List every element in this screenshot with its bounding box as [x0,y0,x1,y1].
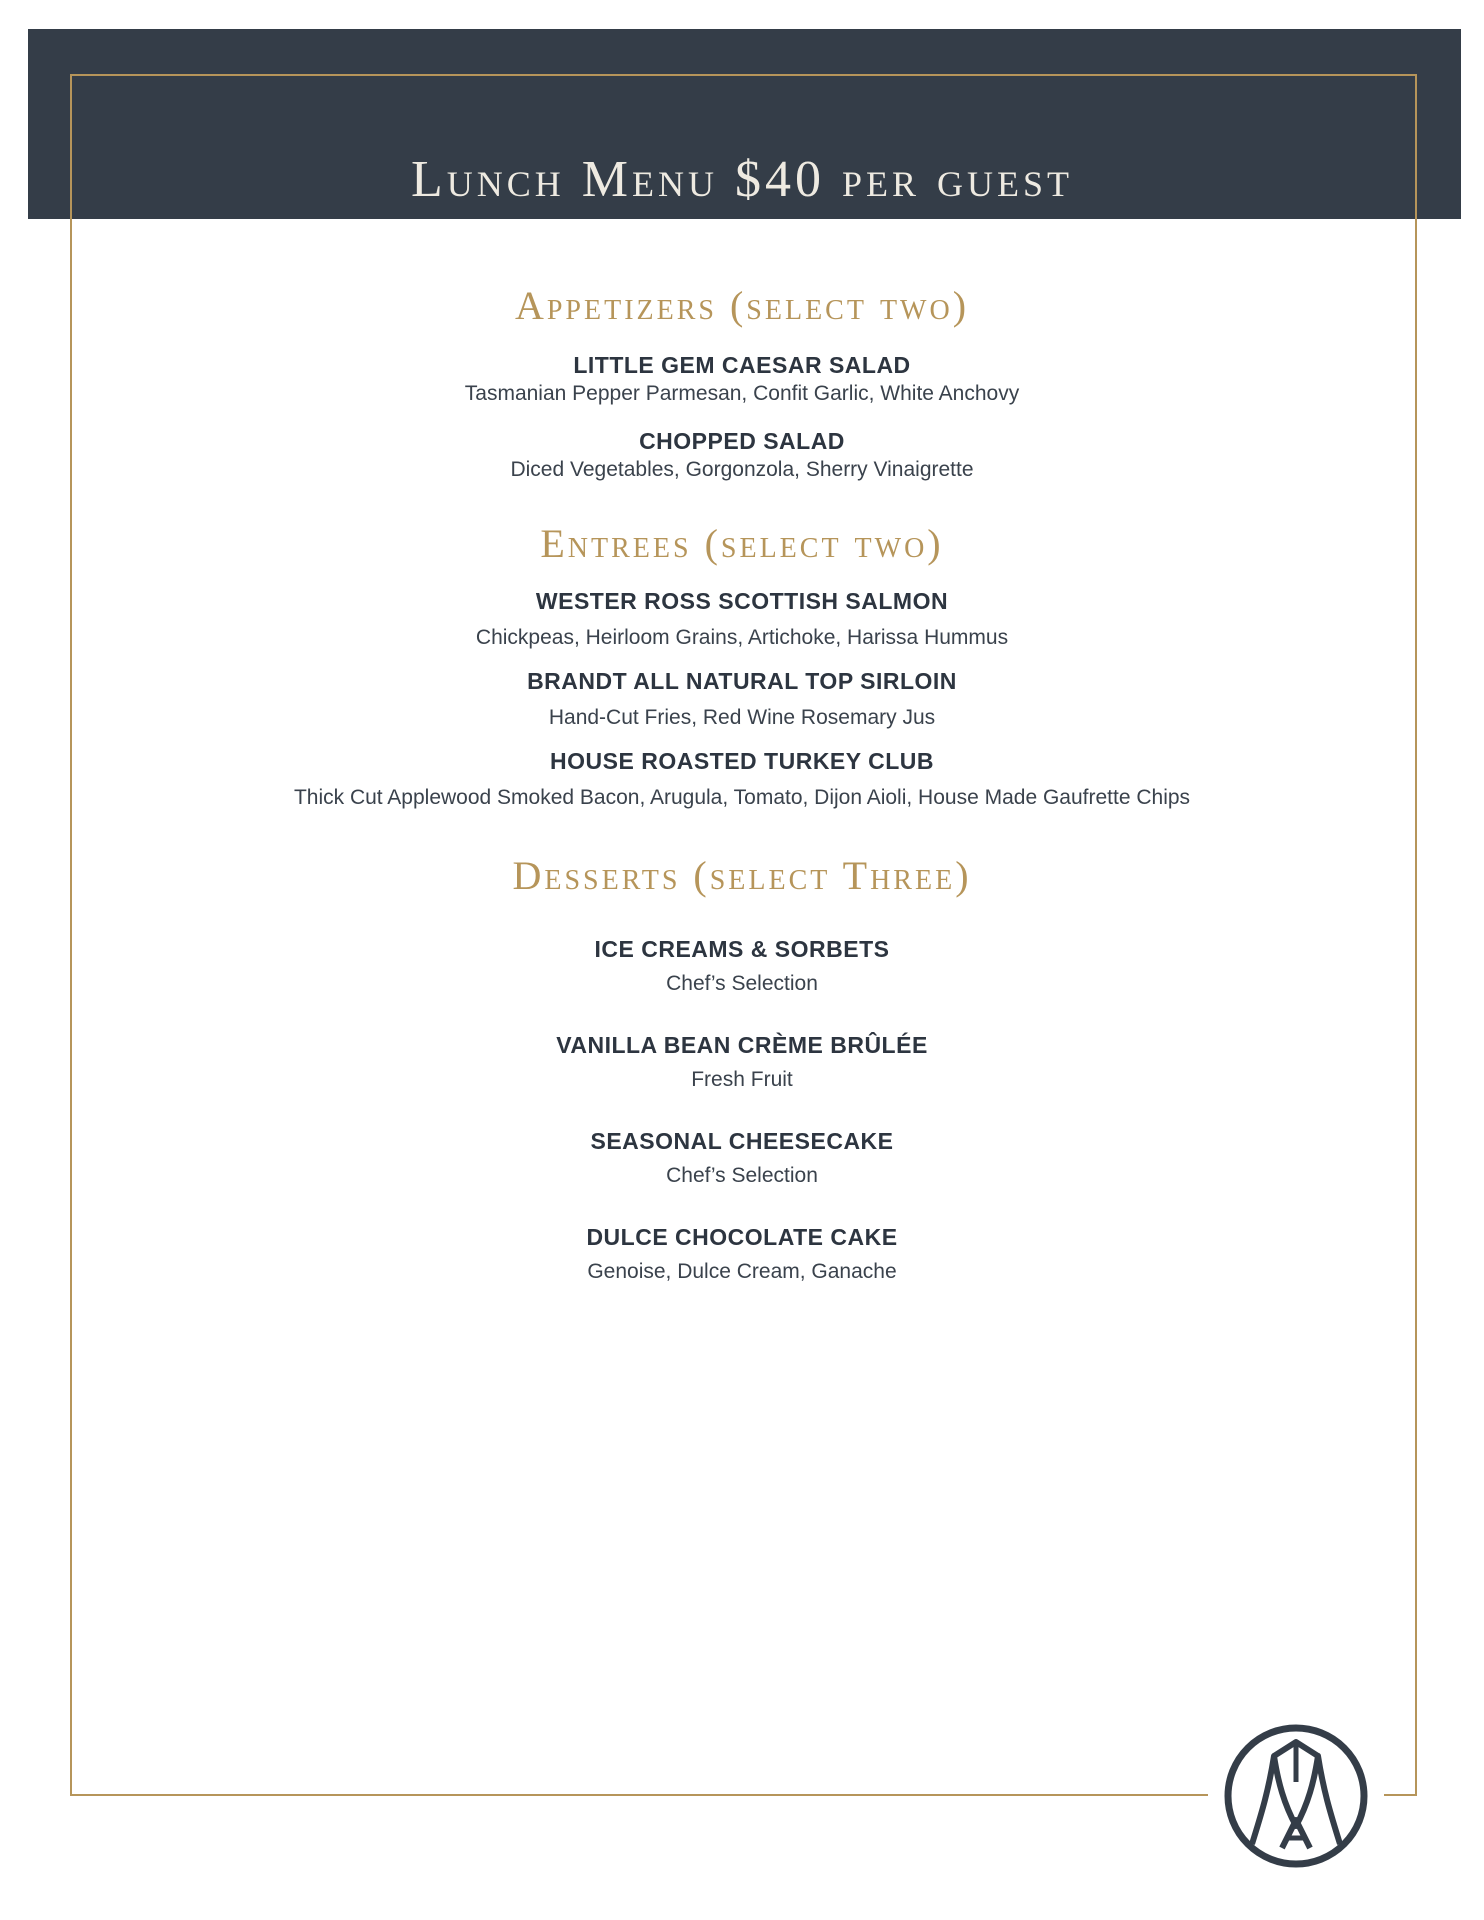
item-name: SEASONAL CHEESECAKE [590,1128,894,1154]
item-name: WESTER ROSS SCOTTISH SALMON [535,588,949,614]
menu-item [0,1030,1484,1094]
item-description: Chef’s Selection [666,972,818,995]
menu-item [0,350,1484,408]
item-name: CHOPPED SALAD [639,428,845,454]
section-entrees [0,520,1484,812]
section-heading: Desserts (select Three) [512,853,972,898]
menu-item [0,426,1484,484]
monogram-logo-icon [1222,1722,1370,1870]
item-description: Hand-Cut Fries, Red Wine Rosemary Jus [548,706,936,729]
section-appetizers [0,282,1484,484]
item-description: Diced Vegetables, Gorgonzola, Sherry Vinaigrette [510,458,974,481]
item-name: ICE CREAMS & SORBETS [594,936,890,962]
item-description: Fresh Fruit [691,1068,793,1091]
menu-item [0,666,1484,732]
item-description: Thick Cut Applewood Smoked Bacon, Arugula, Tomato, Dijon Aioli, House Made Gaufrette Chips [293,786,1191,809]
item-name: HOUSE ROASTED TURKEY CLUB [550,748,934,774]
menu-item [0,934,1484,998]
item-description: Chickpeas, Heirloom Grains, Artichoke, Harissa Hummus [475,626,1009,649]
item-description: Genoise, Dulce Cream, Ganache [587,1260,897,1283]
item-name: LITTLE GEM CAESAR SALAD [573,352,911,378]
item-description: Tasmanian Pepper Parmesan, Confit Garlic, White Anchovy [464,382,1020,405]
menu-item [0,1222,1484,1286]
menu-title: Lunch Menu $40 per guest [410,151,1073,208]
menu-item [0,746,1484,812]
item-name: VANILLA BEAN CRÈME BRÛLÉE [556,1032,928,1058]
item-name: DULCE CHOCOLATE CAKE [586,1224,898,1250]
menu-content [0,282,1484,1318]
section-heading: Appetizers (select two) [514,283,970,328]
menu-item [0,586,1484,652]
section-desserts [0,852,1484,1286]
item-description: Chef’s Selection [666,1164,818,1187]
section-heading: Entrees (select two) [540,521,944,566]
item-name: BRANDT ALL NATURAL TOP SIRLOIN [527,668,957,694]
menu-item [0,1126,1484,1190]
